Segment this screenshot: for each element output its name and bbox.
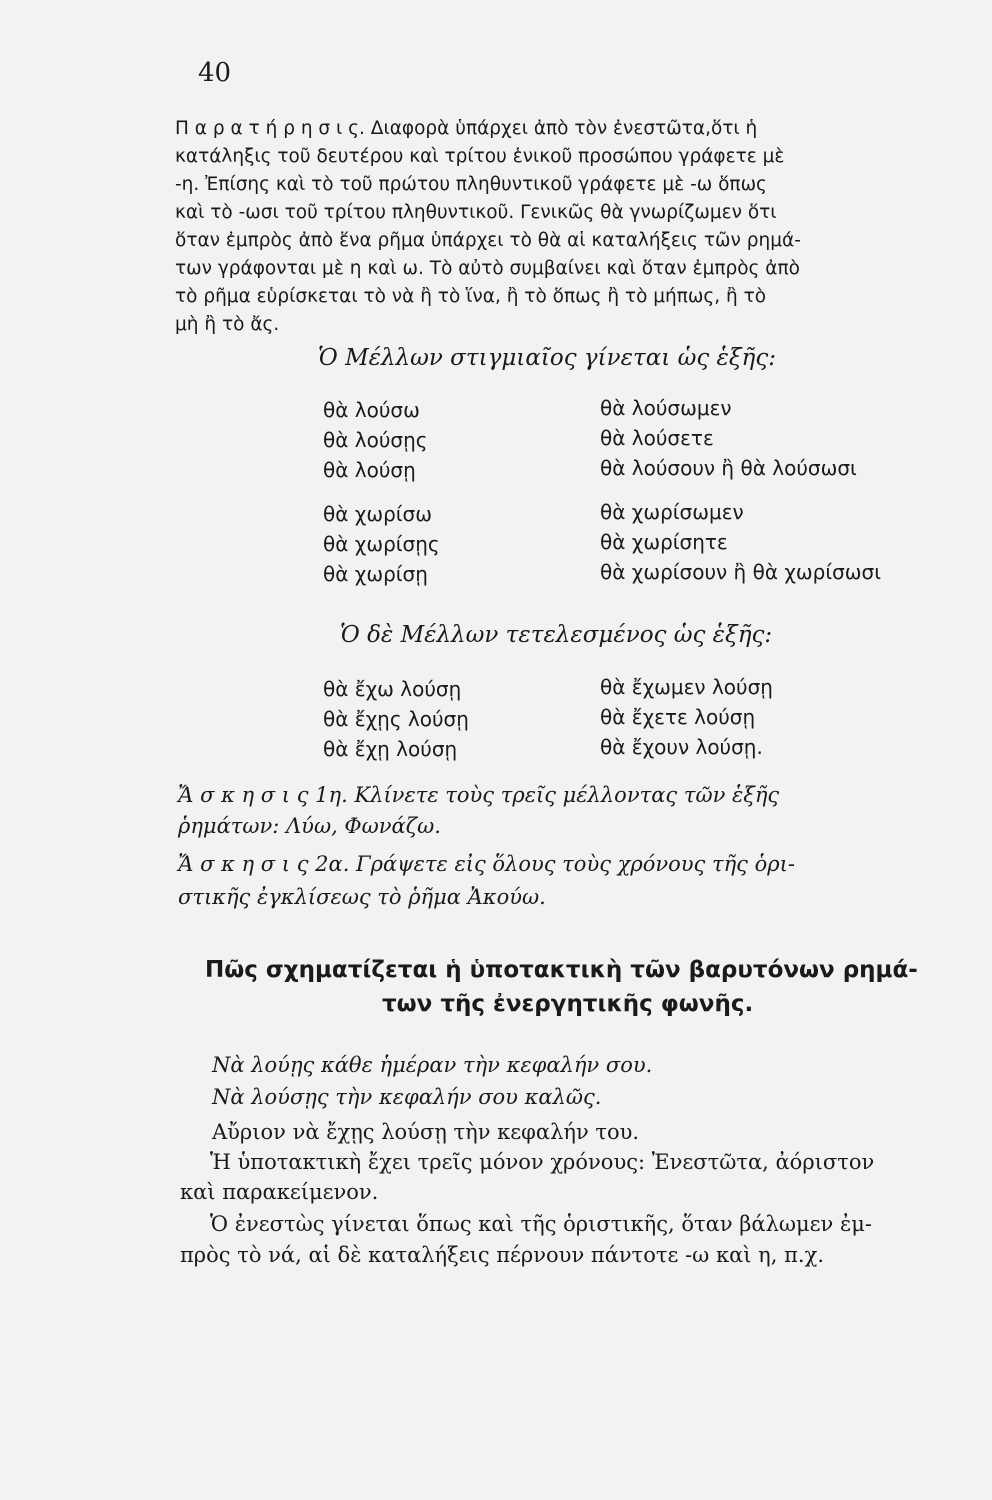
observation-line: τὸ ρῆμα εὑρίσκεται τὸ νὰ ἢ τὸ ἵνα, ἢ τὸ ὅπως ἢ τὸ μήπως, ἢ τὸ bbox=[175, 286, 767, 307]
conjugation-form: θὰ λούσετε bbox=[600, 426, 714, 450]
conjugation-form: θὰ ἔχωμεν λούσῃ bbox=[600, 675, 773, 699]
exercise-1-continued: ῥημάτων: Λύω, Φωνάζω. bbox=[178, 814, 441, 838]
conjugation-form: θὰ λούσῃς bbox=[323, 428, 428, 452]
observation-line: -η. Ἐπίσης καὶ τὸ τοῦ πρώτου πληθυντικοῦ γράφετε μὲ -ω ὅπως bbox=[175, 174, 767, 195]
conjugation-form: θὰ ἔχετε λούσῃ bbox=[600, 705, 756, 729]
future-perfect-heading: Ὁ δὲ Μέλλων τετελεσμένος ὡς ἑξῆς: bbox=[340, 622, 773, 648]
conjugation-form: θὰ ἔχουν λούσῃ. bbox=[600, 735, 763, 759]
body-text-line: πρὸς τὸ νά, αἱ δὲ καταλήξεις πέρνουν πάντοτε -ω καὶ η, π.χ. bbox=[180, 1243, 824, 1267]
section-title-continued: των τῆς ἐνεργητικῆς φωνῆς. bbox=[382, 991, 754, 1017]
conjugation-form: θὰ χωρίσῃς bbox=[323, 532, 440, 556]
conjugation-form: θὰ χωρίσητε bbox=[600, 530, 728, 554]
conjugation-form: θὰ χωρίσῃ bbox=[323, 562, 428, 586]
conjugation-form: θὰ χωρίσουν ἢ θὰ χωρίσωσι bbox=[600, 560, 881, 584]
observation-line: των γράφονται μὲ η καὶ ω. Τὸ αὐτὸ συμβαίνει καὶ ὅταν ἐμπρὸς ἀπὸ bbox=[175, 258, 800, 279]
page-number: 40 bbox=[198, 58, 232, 88]
conjugation-form: θὰ λούσουν ἢ θὰ λούσωσι bbox=[600, 456, 857, 480]
observation-line: κατάληξις τοῦ δευτέρου καὶ τρίτου ἑνικοῦ προσώπου γράφετε μὲ bbox=[175, 146, 785, 167]
conjugation-form: θὰ ἔχῃς λούσῃ bbox=[323, 707, 469, 731]
body-text-line: Ἡ ὑποτακτικὴ ἔχει τρεῖς μόνον χρόνους: Ἐνεστῶτα, ἀόριστον bbox=[210, 1150, 875, 1174]
conjugation-form: θὰ χωρίσωμεν bbox=[600, 500, 744, 524]
body-text-line: Ὁ ἐνεστὼς γίνεται ὅπως καὶ τῆς ὁριστικῆς, ὅταν βάλωμεν ἐμ- bbox=[210, 1212, 872, 1236]
example-sentence: Νὰ λούσῃς τὴν κεφαλήν σου καλῶς. bbox=[212, 1085, 602, 1109]
conjugation-form: θὰ λούσωμεν bbox=[600, 396, 732, 420]
exercise-1: Ἄ σ κ η σ ι ς 1η. Κλίνετε τοὺς τρεῖς μέλλοντας τῶν ἑξῆς bbox=[178, 783, 780, 807]
conjugation-form: θὰ λούσω bbox=[323, 398, 420, 422]
conjugation-form: θὰ λούσῃ bbox=[323, 458, 416, 482]
observation-line: μὴ ἢ τὸ ἄς. bbox=[175, 314, 280, 335]
example-sentence: Νὰ λούῃς κάθε ἡμέραν τὴν κεφαλήν σου. bbox=[212, 1053, 653, 1077]
section-title: Πῶς σχηματίζεται ἡ ὑποτακτικὴ τῶν βαρυτόνων ρημά- bbox=[205, 957, 918, 983]
exercise-2: Ἄ σ κ η σ ι ς 2α. Γράψετε εἰς ὅλους τοὺς χρόνους τῆς ὁρι- bbox=[178, 852, 795, 876]
conjugation-form: θὰ χωρίσω bbox=[323, 502, 432, 526]
conjugation-form: θὰ ἔχω λούσῃ bbox=[323, 677, 462, 701]
exercise-2-continued: στικῆς ἐγκλίσεως τὸ ῥῆμα Ἀκούω. bbox=[178, 885, 546, 909]
observation-line: Π α ρ α τ ή ρ η σ ι ς. Διαφορὰ ὑπάρχει ἀπὸ τὸν ἐνεστῶτα,ὅτι ἡ bbox=[175, 118, 758, 139]
observation-line: καὶ τὸ -ωσι τοῦ τρίτου πληθυντικοῦ. Γενικῶς θὰ γνωρίζωμεν ὅτι bbox=[175, 202, 777, 223]
example-sentence: Αὔριον νὰ ἔχῃς λούσῃ τὴν κεφαλήν του. bbox=[212, 1120, 640, 1144]
conjugation-form: θὰ ἔχῃ λούσῃ bbox=[323, 737, 458, 761]
future-simple-heading: Ὁ Μέλλων στιγμιαῖος γίνεται ὡς ἑξῆς: bbox=[318, 345, 776, 371]
observation-line: ὅταν ἐμπρὸς ἀπὸ ἕνα ρῆμα ὑπάρχει τὸ θὰ αἱ καταλήξεις τῶν ρημά- bbox=[175, 230, 801, 251]
body-text-line: καὶ παρακείμενον. bbox=[180, 1180, 379, 1204]
